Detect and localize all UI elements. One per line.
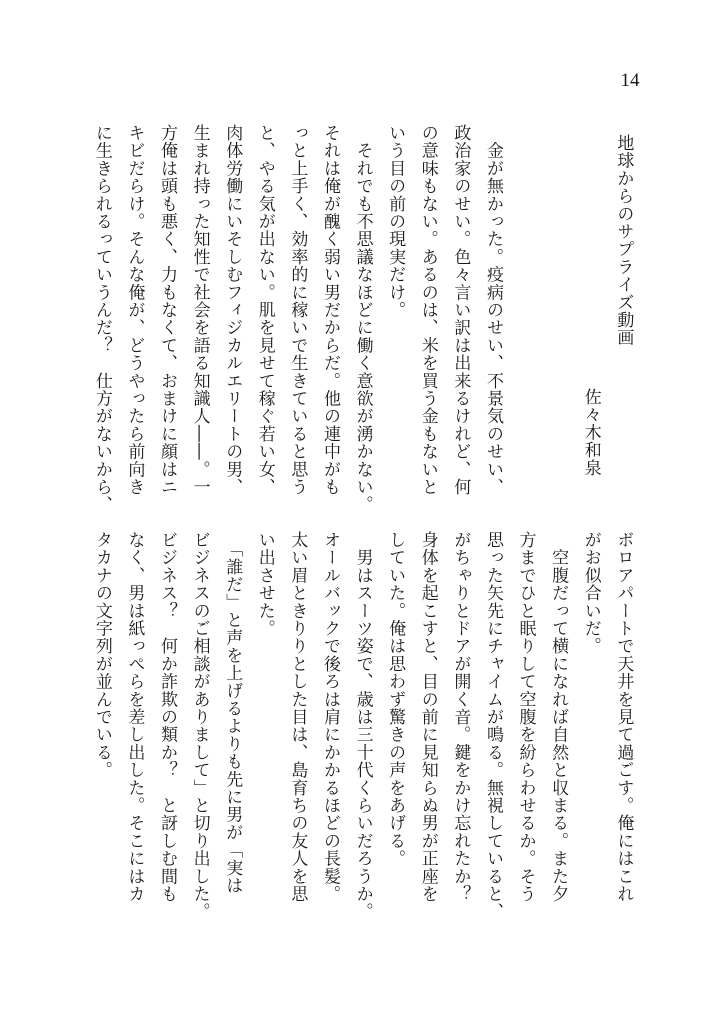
text-line: 肉体労働にいそしむフィジカルエリートの男、 <box>222 124 243 496</box>
text-line: 方までひと眠りして空腹を紛らわせるか。そう <box>515 531 536 903</box>
text-line: キビだらけ。そんな俺が、どうやったら前向き <box>124 124 145 496</box>
text-line: ビジネス？ 何か詐欺の類か？ と訝しむ間も <box>157 531 177 903</box>
lower-text-block <box>85 531 639 921</box>
text-line: 生まれ持った知性で社会を語る知識人――。一 <box>189 124 210 496</box>
text-line: に生きられるっていうんだ？ 仕方がないから、 <box>91 124 112 514</box>
text-line: と、やる気が出ない。肌を見せて稼ぐ若い女、 <box>254 124 275 496</box>
text-line: ボロアパートで天井を見て過ごす。俺にはこれ <box>613 531 634 903</box>
text-line: 空腹だって横になれば自然と収まる。また夕 <box>548 531 569 903</box>
text-line: 金が無かった。疫病のせい、不景気のせい、 <box>482 124 503 496</box>
text-line: 方俺は頭も悪く、力もなくて、おまけに顔はニ <box>157 124 177 496</box>
text-line: それでも不思議なほどに働く意欲が湧かない。 <box>352 124 373 514</box>
text-line: 身体を起こすと、目の前に見知らぬ男が正座を <box>417 531 438 903</box>
text-line: いう目の前の現実だけ。 <box>385 124 406 319</box>
text-line: がお似合いだ。 <box>580 531 601 655</box>
text-line: の意味もない。あるのは、米を買う金もないと <box>417 124 438 496</box>
text-line: がちゃりとドアが開く音。鍵をかけ忘れたか？ <box>450 531 471 903</box>
text-line: タカナの文字列が並んでいる。 <box>91 531 112 779</box>
text-line: ビジネスのご相談がありまして」と切り出した。 <box>189 531 210 921</box>
upper-text-block <box>85 124 639 514</box>
text-line: っと上手く、効率的に稼いで生きていると思う <box>287 124 308 496</box>
story-title: 地球からのサプライズ動画 <box>613 134 634 347</box>
text-line: していた。俺は思わず驚きの声をあげる。 <box>385 531 406 868</box>
blank-line <box>542 124 575 504</box>
author-name: 佐々木和泉 <box>580 388 601 477</box>
text-line: い出させた。 <box>254 531 275 638</box>
text-line: オールバックで後ろは肩にかかるほどの長髪。 <box>319 531 340 903</box>
text-line: なく、男は紙っぺらを差し出した。そこにはカ <box>124 531 145 903</box>
text-line: それは俺が醜く弱い男だからだ。他の連中がも <box>319 124 340 496</box>
page-number: 14 <box>620 70 640 91</box>
text-line: 太い眉ときりりとした目は、島育ちの友人を思 <box>287 531 308 903</box>
text-line: 思った矢先にチャイムが鳴る。無視していると、 <box>482 531 503 921</box>
text-line: 「誰だ」と声を上げるよりも先に男が「実は <box>222 531 243 895</box>
text-line: 男はスーツ姿で、歳は三十代くらいだろうか。 <box>352 531 373 921</box>
text-line: 政治家のせい。色々言い訳は出来るけれど、何 <box>450 124 471 496</box>
blank-line <box>509 124 542 504</box>
